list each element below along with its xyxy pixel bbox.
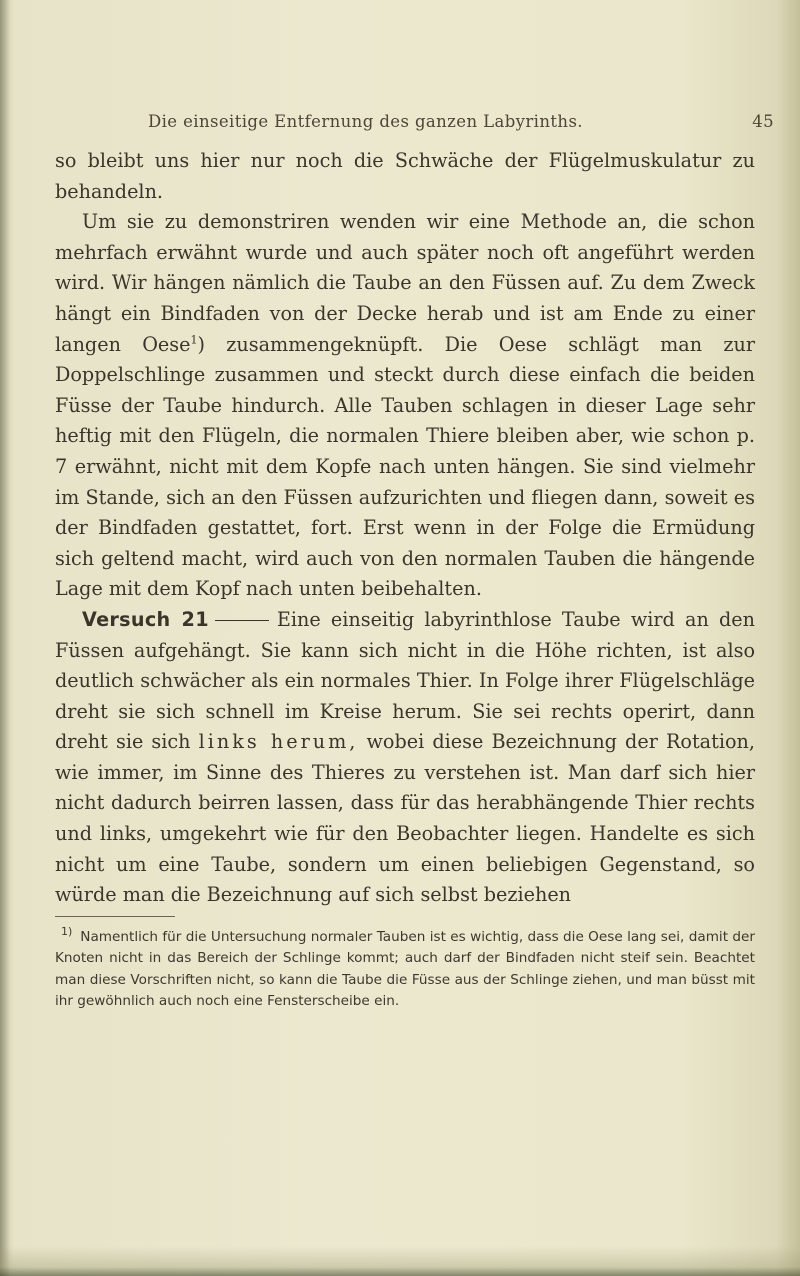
footnote-mark: 1) xyxy=(61,925,73,939)
spaced-emphasis: links herum, xyxy=(198,730,359,754)
paragraph-2: Um sie zu demonstriren wenden wir eine Methode an, die schon mehrfach erwähnt wurde und auch später noch oft angeführt werden wird. Wir hängen nämlich die Taube an den Füssen auf. Zu dem Zweck hängt ein Bindfaden von der Decke herab und ist am Ende zu einer langen Oese$^1$) zusammengeknüpft. Die Oese schlägt man zur Doppelschlinge zusammen und steckt durch diese einfach die beiden Füsse der Taube hindurch. Alle Tauben schlagen in dieser Lage sehr heftig mit den Flügeln, die normalen Thiere bleiben aber, wie schon p. 7 erwähnt, nicht mit dem Kopfe nach unten hängen. Sie sind vielmehr im Stande, sich an den Füssen aufzurichten und fliegen dann, soweit es der Bindfaden gestattet, fort. Erst wenn in der Folge die Ermüdung sich geltend macht, wird auch von den normalen Tauben die hängende Lage mit dem Kopf nach unten beibehalten. xyxy=(55,210,755,601)
page-number: 45 xyxy=(752,112,774,131)
running-title: Die einseitige Entfernung des ganzen Labyrinths. xyxy=(148,112,583,131)
body-text xyxy=(55,146,755,911)
page-edge-shadow xyxy=(0,0,10,1276)
experiment-label: Versuch 21 xyxy=(82,607,209,631)
em-dash-rule xyxy=(215,620,269,621)
footnote-reference: 1 xyxy=(190,333,198,347)
paragraph-1: so bleibt uns hier nur noch die Schwäche der Flügelmuskulatur zu behandeln. xyxy=(55,149,755,203)
footnote-divider xyxy=(55,916,175,917)
paragraph-3: Versuch 21 Eine einseitig labyrinthlose Taube wird an den Füssen aufgehängt. Sie kann sich nicht in die Höhe richten, ist also deutlich schwächer als ein normales Thier. In Folge ihrer Flügelschläge dreht sie sich schnell im Kreise herum. Sie sei rechts operirt, dann dreht sie sich links herum, wobei diese Bezeichnung der Rotation, wie immer, im Sinne des Thieres zu verstehen ist. Man darf sich hier nicht dadurch beirren lassen, dass für das herabhängende Thier rechts und links, umgekehrt wie für den Beobachter liegen. Handelte es sich nicht um eine Taube, sondern um einen beliebigen Gegenstand, so würde man die Bezeichnung auf sich selbst beziehen xyxy=(55,607,755,907)
page-bottom-edge xyxy=(0,1246,800,1276)
footnote xyxy=(55,927,755,1012)
footnote-text: Namentlich für die Untersuchung normaler Tauben ist es wichtig, dass die Oese lang sei, damit der Knoten nicht in das Bereich der Schlinge kommt; auch darf der Bindfaden nicht steif sein. Beachtet man diese Vorschriften nicht, so kann die Taube die Füsse aus der Schlinge ziehen, und man büsst mit ihr gewöhnlich auch noch eine Fensterscheibe ein. xyxy=(55,929,755,1009)
